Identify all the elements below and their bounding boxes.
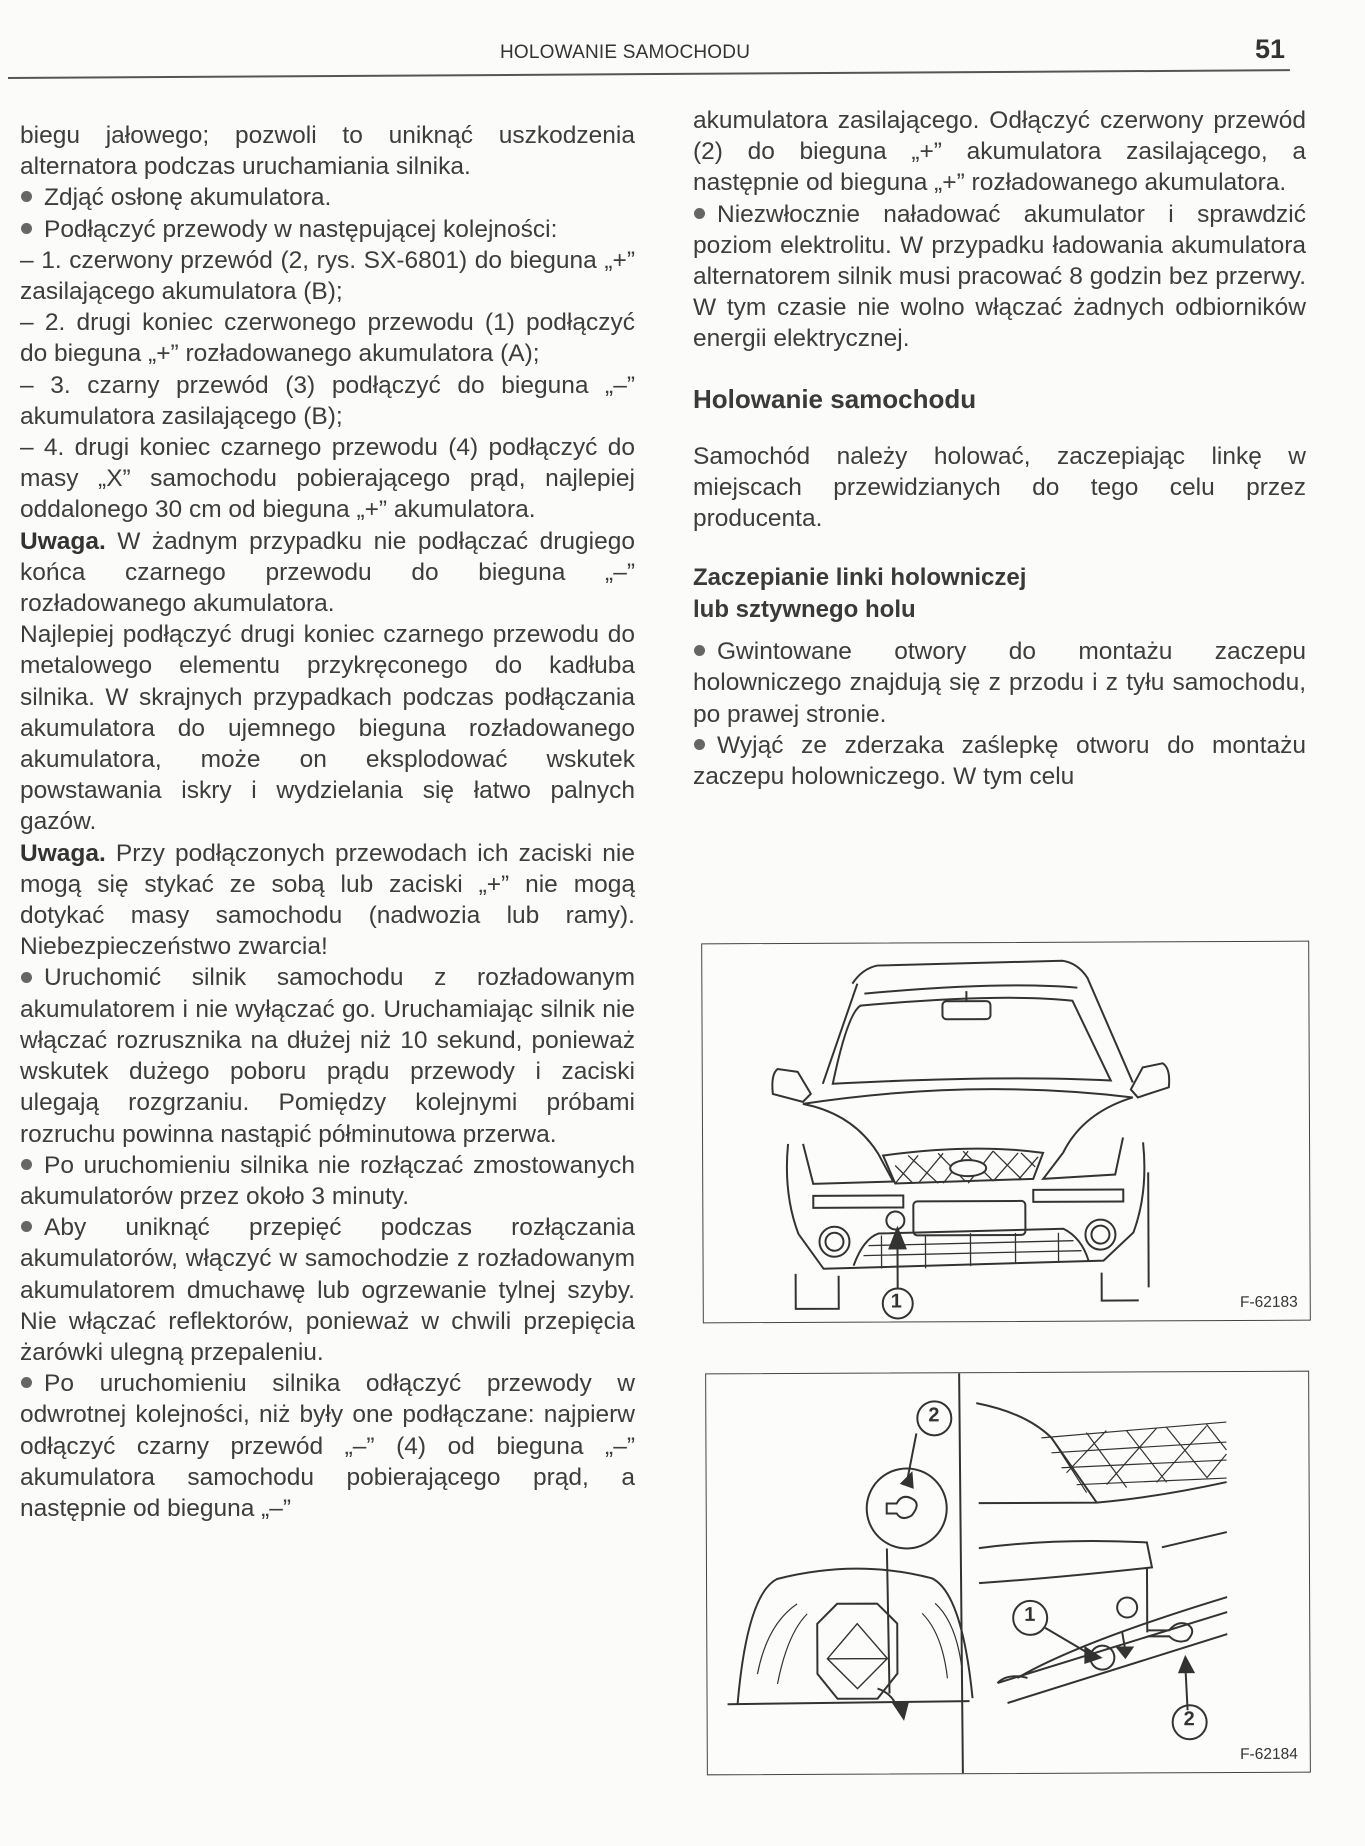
section-heading: Holowanie samochodu	[693, 383, 977, 414]
warning-label: Uwaga.	[20, 839, 106, 867]
step-item: – 2. drugi koniec czerwonego przewodu (1) podłączyć do bieguna „+” rozładowanego akumulatora (A);	[20, 309, 635, 368]
tow-hook-illustration-icon	[706, 1372, 1310, 1775]
figure-code: F-62184	[1240, 1745, 1298, 1763]
right-column	[693, 105, 1306, 792]
bullet-item: Niezwłocznie naładować akumulator i sprawdzić poziom elektrolitu. W przypadku ładowania akumulatora alternatorem silnik musi pracować 8 godzin bez przerwy. W tym czasie nie wolno włączać żadnych odbiorników energii elektrycznej.	[693, 199, 1306, 355]
bullet-item: Zdjąć osłonę akumulatora.	[20, 182, 635, 213]
step-item: – 4. drugi koniec czarnego przewodu (4) podłączyć do masy „X” samochodu pobierającego prąd, najlepiej oddalonego 30 cm od bieguna „+” akumulatora.	[20, 434, 635, 524]
bullet-item: Wyjąć ze zderzaka zaślepkę otworu do montażu zaczepu holowniczego. W tym celu	[693, 730, 1306, 792]
bullet-item: Po uruchomieniu silnika nie rozłączać zmostowanych akumulatorów przez około 3 minuty.	[20, 1150, 635, 1212]
running-title: HOLOWANIE SAMOCHODU	[500, 42, 751, 63]
page-header	[0, 0, 1365, 80]
paragraph: biegu jałowego; pozwoli to uniknąć uszkodzenia alternatora podczas uruchamiania silnika.	[20, 122, 635, 181]
paragraph: akumulatora zasilającego. Odłączyć czerwony przewód (2) do bieguna „+” akumulatora zasilającego, a następnie od bieguna „+” rozładowanego akumulatora.	[693, 107, 1306, 197]
bullet-item: Gwintowane otwory do montażu zaczepu holowniczego znajdują się z przodu i z tyłu samochodu, po prawej stronie.	[693, 636, 1306, 730]
subsection-heading: Zaczepianie linki holowniczej lub sztywnego holu	[693, 564, 1027, 624]
paragraph: Najlepiej podłączyć drugi koniec czarnego przewodu do metalowego elementu przykręconego do kadłuba silnika. W skrajnych przypadkach podczas podłączania akumulatora do ujemnego bieguna rozładowanego akumulatora, może on eksplodować wskutek powstawania iskry i wydzielania się łatwo palnych gazów.	[20, 621, 635, 836]
callout-number: 2	[928, 1404, 940, 1427]
paragraph: Samochód należy holować, zaczepiając linkę w miejscach przewidzianych do tego celu przez producenta.	[693, 442, 1306, 533]
page-number: 51	[1255, 34, 1286, 64]
warning-note: Uwaga. W żadnym przypadku nie podłączać drugiego końca czarnego przewodu do bieguna „–” rozładowanego akumulatora.	[20, 527, 635, 618]
warning-note: Uwaga. Przy podłączonych przewodach ich zaciski nie mogą się stykać ze sobą lub zaciski „+” nie mogą dotykać masy samochodu (nadwozia lub ramy). Niebezpieczeństwo zwarcia!	[20, 839, 635, 961]
bullet-item: Podłączyć przewody w następującej kolejności:	[20, 214, 635, 245]
step-item: – 3. czarny przewód (3) podłączyć do bieguna „–” akumulatora zasilającego (B);	[20, 371, 635, 430]
figure-car-front	[701, 941, 1311, 1324]
step-item: – 1. czerwony przewód (2, rys. SX-6801) do bieguna „+” zasilającego akumulatora (B);	[20, 246, 635, 306]
bullet-item: Po uruchomieniu silnika odłączyć przewody w odwrotnej kolejności, niż były one podłączane: najpierw odłączyć czarny przewód „–” (4) od bieguna „–” akumulatora samochodu pobierającego prąd, a następnie od bieguna „–”	[20, 1368, 635, 1524]
car-front-illustration-icon	[702, 942, 1310, 1323]
callout-number: 2	[1183, 1708, 1195, 1731]
figure-tow-hook	[705, 1371, 1311, 1776]
callout-number: 1	[1024, 1603, 1036, 1626]
bullet-item: Uruchomić silnik samochodu z rozładowanym akumulatorem i nie wyłączać go. Uruchamiając silnik nie włączać rozrusznika na dłużej niż 10 sekund, ponieważ wskutek dużego poboru prądu przewody i zaciski ulegają rozgrzaniu. Pomiędzy kolejnymi próbami rozruchu powinna nastąpić półminutowa przerwa.	[20, 962, 635, 1149]
left-column	[20, 120, 635, 1524]
bullet-item: Aby uniknąć przepięć podczas rozłączania akumulatorów, włączyć w samochodzie z rozładowanym akumulatorem dmuchawę lub ogrzewanie tylnej szyby. Nie włączać reflektorów, ponieważ w chwili przepięcia żarówki ulegną przepaleniu.	[20, 1212, 635, 1368]
warning-label: Uwaga.	[20, 527, 106, 555]
figure-code: F-62183	[1239, 1293, 1298, 1311]
header-rule	[8, 69, 1290, 79]
callout-number: 1	[890, 1290, 902, 1313]
